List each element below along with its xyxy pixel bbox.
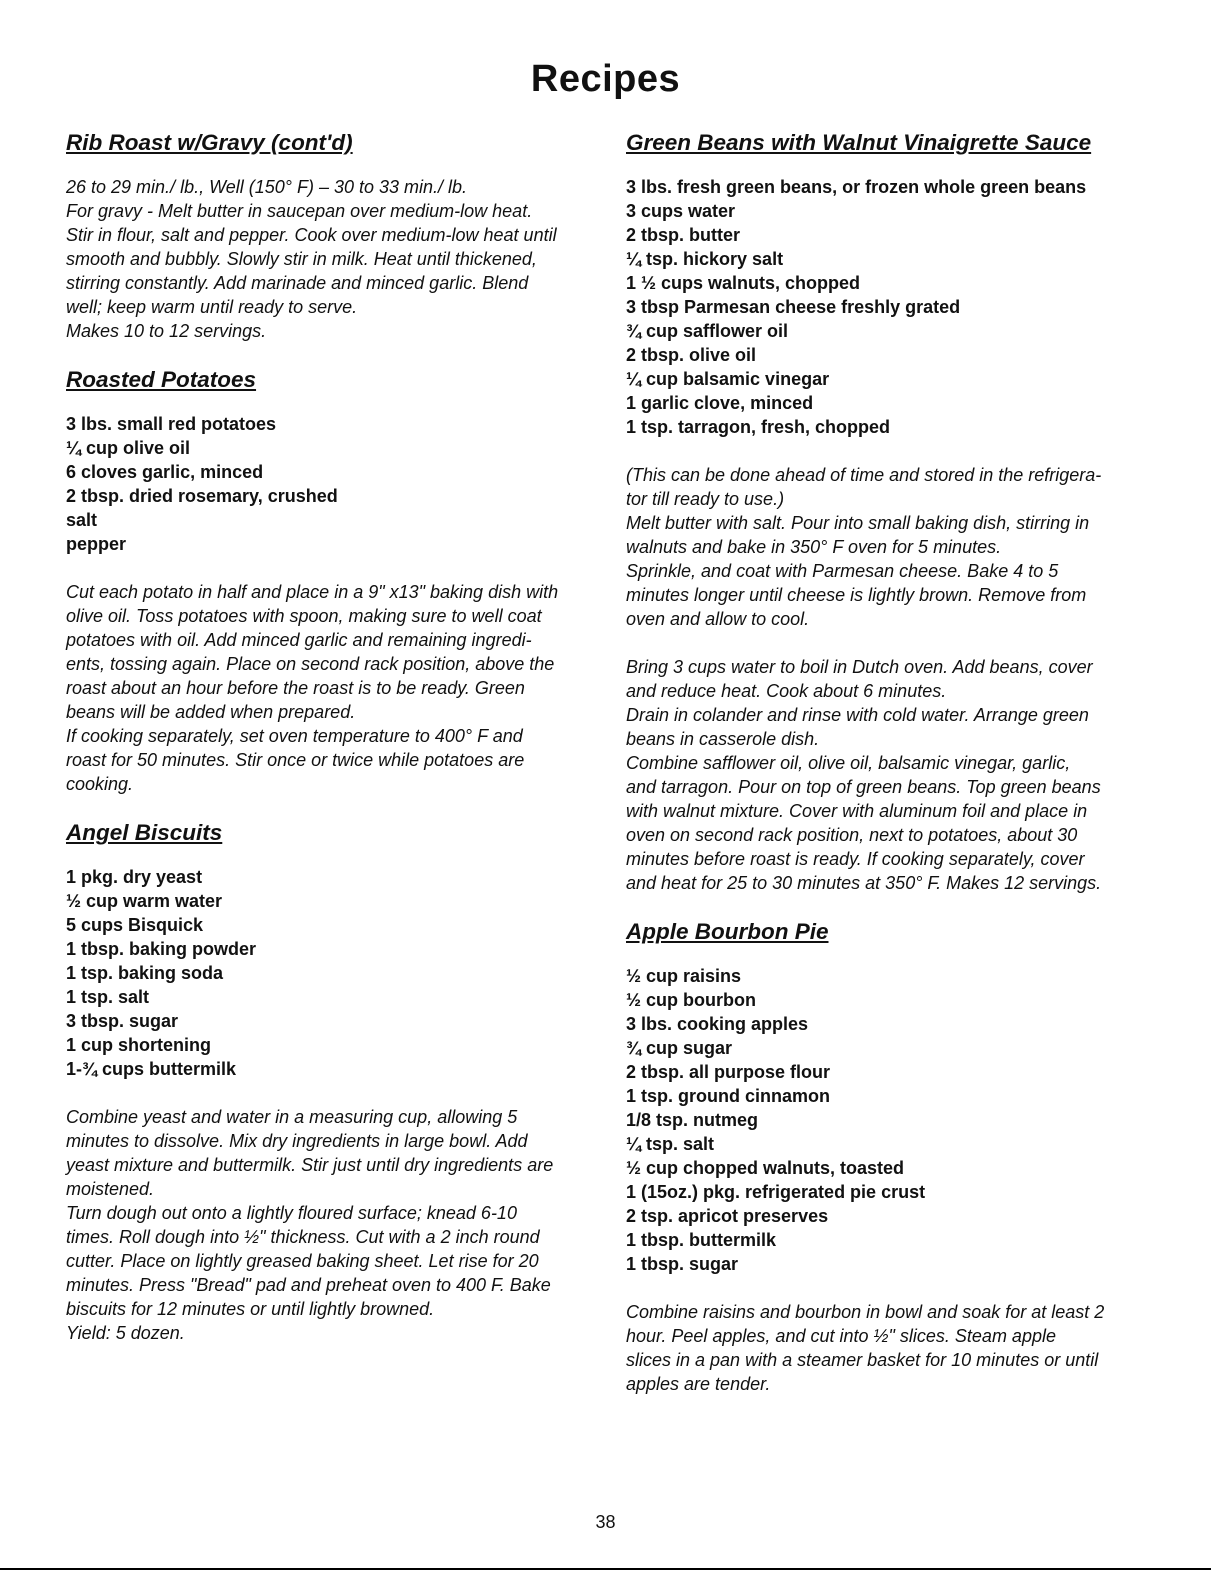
green-beans-ingredient-line: 2 tbsp. olive oil [626,345,757,365]
green-beans-ingredient-line: 1 ½ cups walnuts, chopped [626,273,861,293]
recipe-title-green-beans: Green Beans with Walnut Vinaigrette Sauce [626,130,1092,155]
right-column [626,128,1166,1396]
angel-biscuits-direction-line: Turn dough out onto a lightly floured surface; knead 6-10 [66,1203,517,1223]
angel-biscuits-direction-line: Yield: 5 dozen. [66,1323,185,1343]
page-title: Recipes [530,58,681,100]
green-beans-direction-line: and heat for 25 to 30 minutes at 350° F. Makes 12 servings. [626,873,1102,893]
green-beans-direction-line: Bring 3 cups water to boil in Dutch oven. Add beans, cover [626,657,1093,677]
angel-biscuits-ingredient-line: 1 cup shortening [66,1035,212,1055]
angel-biscuits-direction-line: moistened. [66,1179,155,1199]
angel-biscuits-direction-line: yeast mixture and buttermilk. Stir just until dry ingredients are [66,1155,554,1175]
apple-bourbon-pie-ingredient-line: 1 tbsp. buttermilk [626,1230,777,1250]
green-beans-ingredient-line: 3 cups water [626,201,736,221]
rib-roast-direction-line: For gravy - Melt butter in saucepan over medium-low heat. [66,201,533,221]
angel-biscuits-ingredient-line: 5 cups Bisquick [66,915,204,935]
recipe-title-angel-biscuits: Angel Biscuits [66,820,223,845]
apple-bourbon-pie-directions [626,1300,1166,1396]
apple-bourbon-pie-ingredient-line: ½ cup raisins [626,966,742,986]
angel-biscuits-ingredients [66,865,614,1081]
green-beans-direction-line: walnuts and bake in 350° F oven for 5 minutes. [626,537,1002,557]
rib-roast-direction-line: smooth and bubbly. Slowly stir in milk. Heat until thickened, [66,249,537,269]
green-beans-direction-line: Melt butter with salt. Pour into small baking dish, stirring in [626,513,1090,533]
green-beans-direction-line: (This can be done ahead of time and stored in the refrigera- [626,465,1102,485]
angel-biscuits-direction-line: Combine yeast and water in a measuring cup, allowing 5 [66,1107,518,1127]
angel-biscuits-direction-line: minutes to dissolve. Mix dry ingredients in large bowl. Add [66,1131,528,1151]
recipe-title-rib-roast: Rib Roast w/Gravy (cont'd) [66,130,353,155]
recipe-rib-roast [66,128,614,343]
apple-bourbon-pie-direction-line: hour. Peel apples, and cut into ½" slices. Steam apple [626,1326,1056,1346]
recipe-title-roasted-potatoes: Roasted Potatoes [66,367,257,392]
angel-biscuits-ingredient-line: 1 tsp. salt [66,987,150,1007]
green-beans-direction-line: Combine safflower oil, olive oil, balsamic vinegar, garlic, [626,753,1071,773]
green-beans-directions-cook [626,655,1166,895]
green-beans-ingredients [626,175,1166,439]
roasted-potatoes-direction-line: If cooking separately, set oven temperature to 400° F and [66,726,523,746]
green-beans-direction-line: minutes before roast is ready. If cooking separately, cover [626,849,1085,869]
green-beans-direction-line: and tarragon. Pour on top of green beans. Top green beans [626,777,1101,797]
angel-biscuits-ingredient-line: 1 tbsp. baking powder [66,939,257,959]
roasted-potatoes-direction-line: roast for 50 minutes. Stir once or twice while potatoes are [66,750,525,770]
apple-bourbon-pie-direction-line: slices in a pan with a steamer basket for 10 minutes or until [626,1350,1099,1370]
roasted-potatoes-direction-line: roast about an hour before the roast is to be ready. Green [66,678,525,698]
green-beans-direction-line: minutes longer until cheese is lightly brown. Remove from [626,585,1087,605]
apple-bourbon-pie-ingredient-line: 2 tbsp. all purpose flour [626,1062,831,1082]
angel-biscuits-ingredient-line: 1-¾ cups buttermilk [66,1059,237,1079]
apple-bourbon-pie-ingredient-line: ¾ cup sugar [626,1038,733,1058]
recipe-angel-biscuits [66,818,614,1345]
green-beans-ingredient-line: 1 garlic clove, minced [626,393,814,413]
green-beans-ingredient-line: 2 tbsp. butter [626,225,741,245]
roasted-potatoes-ingredient-line: 3 lbs. small red potatoes [66,414,277,434]
rib-roast-direction-line: Stir in flour, salt and pepper. Cook over medium-low heat until [66,225,557,245]
roasted-potatoes-ingredient-line: pepper [66,534,127,554]
green-beans-direction-line: oven on second rack position, next to potatoes, about 30 [626,825,1078,845]
roasted-potatoes-ingredient-line: 2 tbsp. dried rosemary, crushed [66,486,338,506]
roasted-potatoes-ingredient-line: salt [66,510,98,530]
green-beans-direction-line: and reduce heat. Cook about 6 minutes. [626,681,947,701]
roasted-potatoes-ingredients [66,412,614,556]
roasted-potatoes-direction-line: beans will be added when prepared. [66,702,356,722]
green-beans-direction-line: beans in casserole dish. [626,729,820,749]
roasted-potatoes-direction-line: potatoes with oil. Add minced garlic and remaining ingredi- [66,630,532,650]
angel-biscuits-ingredient-line: ½ cup warm water [66,891,223,911]
green-beans-ingredient-line: 3 tbsp Parmesan cheese freshly grated [626,297,961,317]
apple-bourbon-pie-direction-line: apples are tender. [626,1374,771,1394]
rib-roast-direction-line: well; keep warm until ready to serve. [66,297,358,317]
apple-bourbon-pie-direction-line: Combine raisins and bourbon in bowl and soak for at least 2 [626,1302,1105,1322]
roasted-potatoes-direction-line: cooking. [66,774,134,794]
green-beans-ingredient-line: ¼ cup balsamic vinegar [626,369,830,389]
angel-biscuits-direction-line: cutter. Place on lightly greased baking sheet. Let rise for 20 [66,1251,539,1271]
green-beans-direction-line: with walnut mixture. Cover with aluminum foil and place in [626,801,1088,821]
recipe-title-apple-bourbon-pie: Apple Bourbon Pie [626,919,829,944]
angel-biscuits-directions [66,1105,614,1345]
green-beans-direction-line: Drain in colander and rinse with cold water. Arrange green [626,705,1089,725]
green-beans-ingredient-line: ¾ cup safflower oil [626,321,789,341]
apple-bourbon-pie-ingredients [626,964,1166,1276]
left-column [66,128,614,1345]
roasted-potatoes-directions [66,580,614,796]
rib-roast-direction-line: Makes 10 to 12 servings. [66,321,267,341]
recipe-green-beans [626,128,1166,895]
recipe-roasted-potatoes [66,365,614,796]
rib-roast-direction-line: stirring constantly. Add marinade and minced garlic. Blend [66,273,529,293]
apple-bourbon-pie-ingredient-line: 1 (15oz.) pkg. refrigerated pie crust [626,1182,926,1202]
apple-bourbon-pie-ingredient-line: ½ cup bourbon [626,990,756,1010]
green-beans-ingredient-line: ¼ tsp. hickory salt [626,249,784,269]
footer-rule [0,1568,1211,1570]
apple-bourbon-pie-ingredient-line: 1/8 tsp. nutmeg [626,1110,759,1130]
angel-biscuits-ingredient-line: 1 pkg. dry yeast [66,867,203,887]
page-number: 38 [595,1512,616,1532]
apple-bourbon-pie-ingredient-line: ¼ tsp. salt [626,1134,715,1154]
roasted-potatoes-ingredient-line: ¼ cup olive oil [66,438,191,458]
green-beans-directions-prep [626,463,1166,631]
roasted-potatoes-direction-line: ents, tossing again. Place on second rack position, above the [66,654,555,674]
green-beans-ingredient-line: 3 lbs. fresh green beans, or frozen whole green beans [626,177,1087,197]
green-beans-direction-line: tor till ready to use.) [626,489,785,509]
roasted-potatoes-ingredient-line: 6 cloves garlic, minced [66,462,264,482]
angel-biscuits-ingredient-line: 1 tsp. baking soda [66,963,224,983]
apple-bourbon-pie-ingredient-line: 3 lbs. cooking apples [626,1014,809,1034]
angel-biscuits-direction-line: times. Roll dough into ½" thickness. Cut with a 2 inch round [66,1227,540,1247]
apple-bourbon-pie-ingredient-line: 1 tbsp. sugar [626,1254,739,1274]
green-beans-ingredient-line: 1 tsp. tarragon, fresh, chopped [626,417,891,437]
rib-roast-directions [66,175,614,343]
green-beans-direction-line: Sprinkle, and coat with Parmesan cheese. Bake 4 to 5 [626,561,1059,581]
roasted-potatoes-direction-line: Cut each potato in half and place in a 9" x13" baking dish with [66,582,559,602]
recipe-apple-bourbon-pie [626,917,1166,1396]
angel-biscuits-direction-line: minutes. Press "Bread" pad and preheat oven to 400 F. Bake [66,1275,551,1295]
apple-bourbon-pie-ingredient-line: 2 tsp. apricot preserves [626,1206,829,1226]
rib-roast-direction-line: 26 to 29 min./ lb., Well (150° F) – 30 to 33 min./ lb. [66,177,468,197]
angel-biscuits-direction-line: biscuits for 12 minutes or until lightly browned. [66,1299,435,1319]
apple-bourbon-pie-ingredient-line: ½ cup chopped walnuts, toasted [626,1158,905,1178]
roasted-potatoes-direction-line: olive oil. Toss potatoes with spoon, making sure to well coat [66,606,542,626]
green-beans-direction-line: oven and allow to cool. [626,609,810,629]
angel-biscuits-ingredient-line: 3 tbsp. sugar [66,1011,179,1031]
apple-bourbon-pie-ingredient-line: 1 tsp. ground cinnamon [626,1086,831,1106]
